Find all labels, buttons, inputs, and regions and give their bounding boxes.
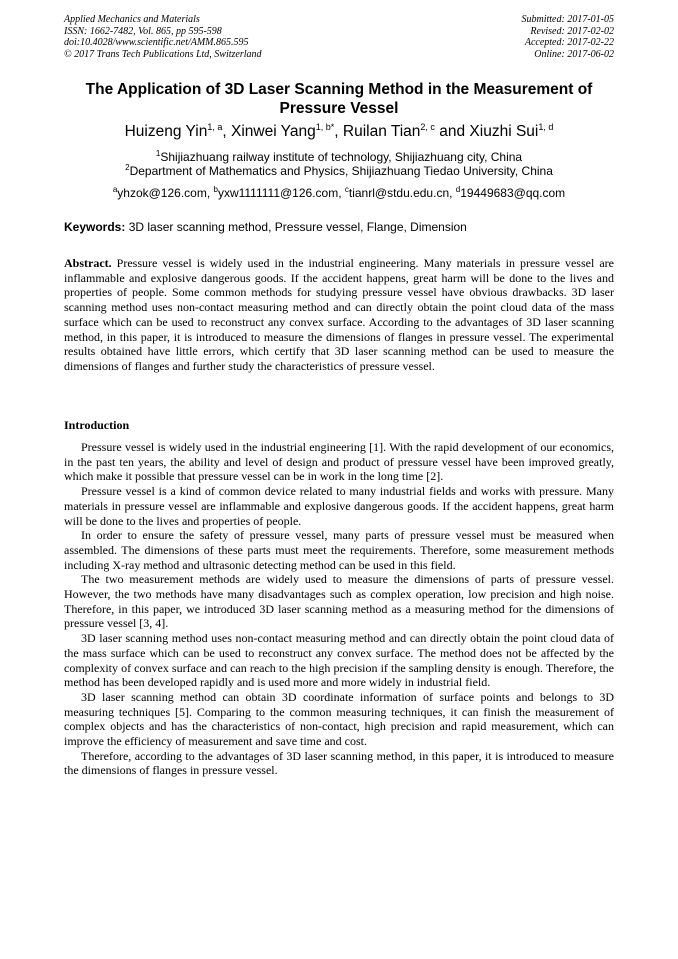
- submission-dates: [522, 14, 615, 60]
- affiliation-2: [64, 164, 614, 179]
- author-name: Huizeng Yin: [124, 123, 208, 140]
- email-sup: b: [213, 185, 218, 194]
- submitted-date: Submitted: 2017-01-05: [521, 14, 614, 25]
- author-affil-sup: 2, c: [420, 122, 435, 132]
- email-sup: c: [344, 185, 349, 194]
- introduction-body: [64, 440, 614, 778]
- abstract-label: Abstract.: [64, 256, 112, 270]
- journal-issn: ISSN: 1662-7482, Vol. 865, pp 595-598: [64, 25, 222, 37]
- email-sup: a: [112, 185, 118, 194]
- author-name: Ruilan Tian: [342, 123, 421, 140]
- author-and: and: [434, 123, 470, 140]
- intro-paragraph: 3D laser scanning method uses non-contact measuring method and can directly obtain the point cloud data of the mass surface which can be used to reconstruct any convex surface. The method does not be affected by the complexity of convex surface and can reach to the high precision if the sampling density is enough. Therefore, the method has been developed rapidly and is used more and more widely in industrial field.: [64, 631, 614, 690]
- abstract-text: Pressure vessel is widely used in the industrial engineering. Many materials in pressure vessel are inflammable and explosive dangerous goods. If the accident happens, great harm will be done to the lives and properties of people. Some common methods for studying pressure vessel have obvious drawbacks. 3D laser scanning method uses non-contact measuring method and can directly obtain the point cloud data of the mass surface which can be used to reconstruct any convex surface. According to the advantages of 3D laser scanning method, in this paper, it is introduced to measure the dimensions of flanges in pressure vessel. The experimental results obtained have little errors, which certify that 3D laser scanning method can be used to measure the dimensions of flanges and further study the characteristics of pressure vessel.: [64, 256, 614, 373]
- email-sup: d: [455, 185, 461, 194]
- author-separator: ,: [334, 123, 343, 140]
- journal-name: Applied Mechanics and Materials: [64, 14, 200, 25]
- keywords-text: 3D laser scanning method, Pressure vessel, Flange, Dimension: [125, 220, 467, 234]
- intro-paragraph: The two measurement methods are widely used to measure the dimensions of parts of pressure vessel. However, the two methods have many disadvantages such as complex operation, low precision and high noise. Therefore, in this paper, we introduced 3D laser scanning method as a measuring method for the dimensions of pressure vessel [3, 4].: [64, 572, 614, 631]
- email-link[interactable]: yhzok@126.com: [117, 186, 207, 200]
- journal-doi: doi:10.4028/www.scientific.net/AMM.865.595: [64, 37, 249, 48]
- author-affil-sup: 1, d: [538, 122, 554, 132]
- affiliation-sup: 2: [125, 163, 130, 172]
- author-name: Xinwei Yang: [230, 123, 316, 140]
- author-affil-sup: 1, b*: [315, 122, 335, 132]
- affiliation-sup: 1: [155, 149, 161, 158]
- keywords: [64, 220, 614, 235]
- email-link[interactable]: yxw1111111@126.com: [217, 186, 339, 200]
- author-list: [64, 122, 614, 141]
- email-link[interactable]: tianrl@stdu.edu.cn: [348, 186, 450, 200]
- affiliation-text: Shijiazhuang railway institute of technology, Shijiazhuang city, China: [160, 150, 523, 164]
- author-affil-sup: 1, a: [207, 122, 223, 132]
- author-separator: ,: [222, 123, 231, 140]
- intro-paragraph: 3D laser scanning method can obtain 3D coordinate information of surface points and belongs to 3D measuring techniques [5]. Comparing to the common measuring techniques, it can finish the measurement of complex objects and has the characteristics of non-contact, high precision and rapid measurement, which can improve the efficiency of measurement and save time and cost.: [64, 689, 614, 749]
- paper-title: The Application of 3D Laser Scanning Method in the Measurement of Pressure Vessel: [85, 81, 593, 117]
- author-name: Xiuzhi Sui: [469, 123, 539, 140]
- email-list: $^a$yhzok@126.com, $^b$yxw1111111@126.com, $^c$tianrl@stdu.edu.cn, $^d$19449683@qq.com: [112, 185, 566, 200]
- abstract: [64, 256, 614, 374]
- journal-info: [64, 14, 262, 60]
- intro-paragraph: In order to ensure the safety of pressure vessel, many parts of pressure vessel must be measured when assembled. The dimensions of these parts must meet the requirements. Therefore, some measurement methods including X-ray method and ultrasonic detecting method can be used in this field.: [64, 528, 614, 572]
- email-link[interactable]: 19449683@qq.com: [460, 186, 566, 200]
- keywords-label: Keywords:: [64, 220, 126, 234]
- affiliation-text: Department of Mathematics and Physics, Shijiazhuang Tiedao University, China: [129, 164, 553, 178]
- intro-paragraph: Pressure vessel is widely used in the industrial engineering [1]. With the rapid development of our economics, in the past ten years, the ability and level of design and product of pressure vessel have been improved greatly, which make it possible that pressure vessel can be in work in the long time [2].: [64, 440, 614, 484]
- journal-copyright: © 2017 Trans Tech Publications Ltd, Switzerland: [64, 48, 262, 60]
- online-date: Online: 2017-06-02: [534, 48, 614, 60]
- accepted-date: Accepted: 2017-02-22: [524, 37, 614, 48]
- intro-paragraph: Therefore, according to the advantages of 3D laser scanning method, in this paper, it is introduced to measure the dimensions of flanges in pressure vessel.: [64, 748, 614, 778]
- affiliation-1: [64, 150, 614, 165]
- revised-date: Revised: 2017-02-02: [530, 25, 614, 37]
- intro-paragraph: Pressure vessel is a kind of common device related to many industrial fields and works with pressure. Many materials in pressure vessel are inflammable and explosive dangerous goods. If the accident happens, great harm will be done to the lives and properties of people.: [64, 484, 614, 528]
- section-heading-introduction: Introduction: [64, 418, 130, 432]
